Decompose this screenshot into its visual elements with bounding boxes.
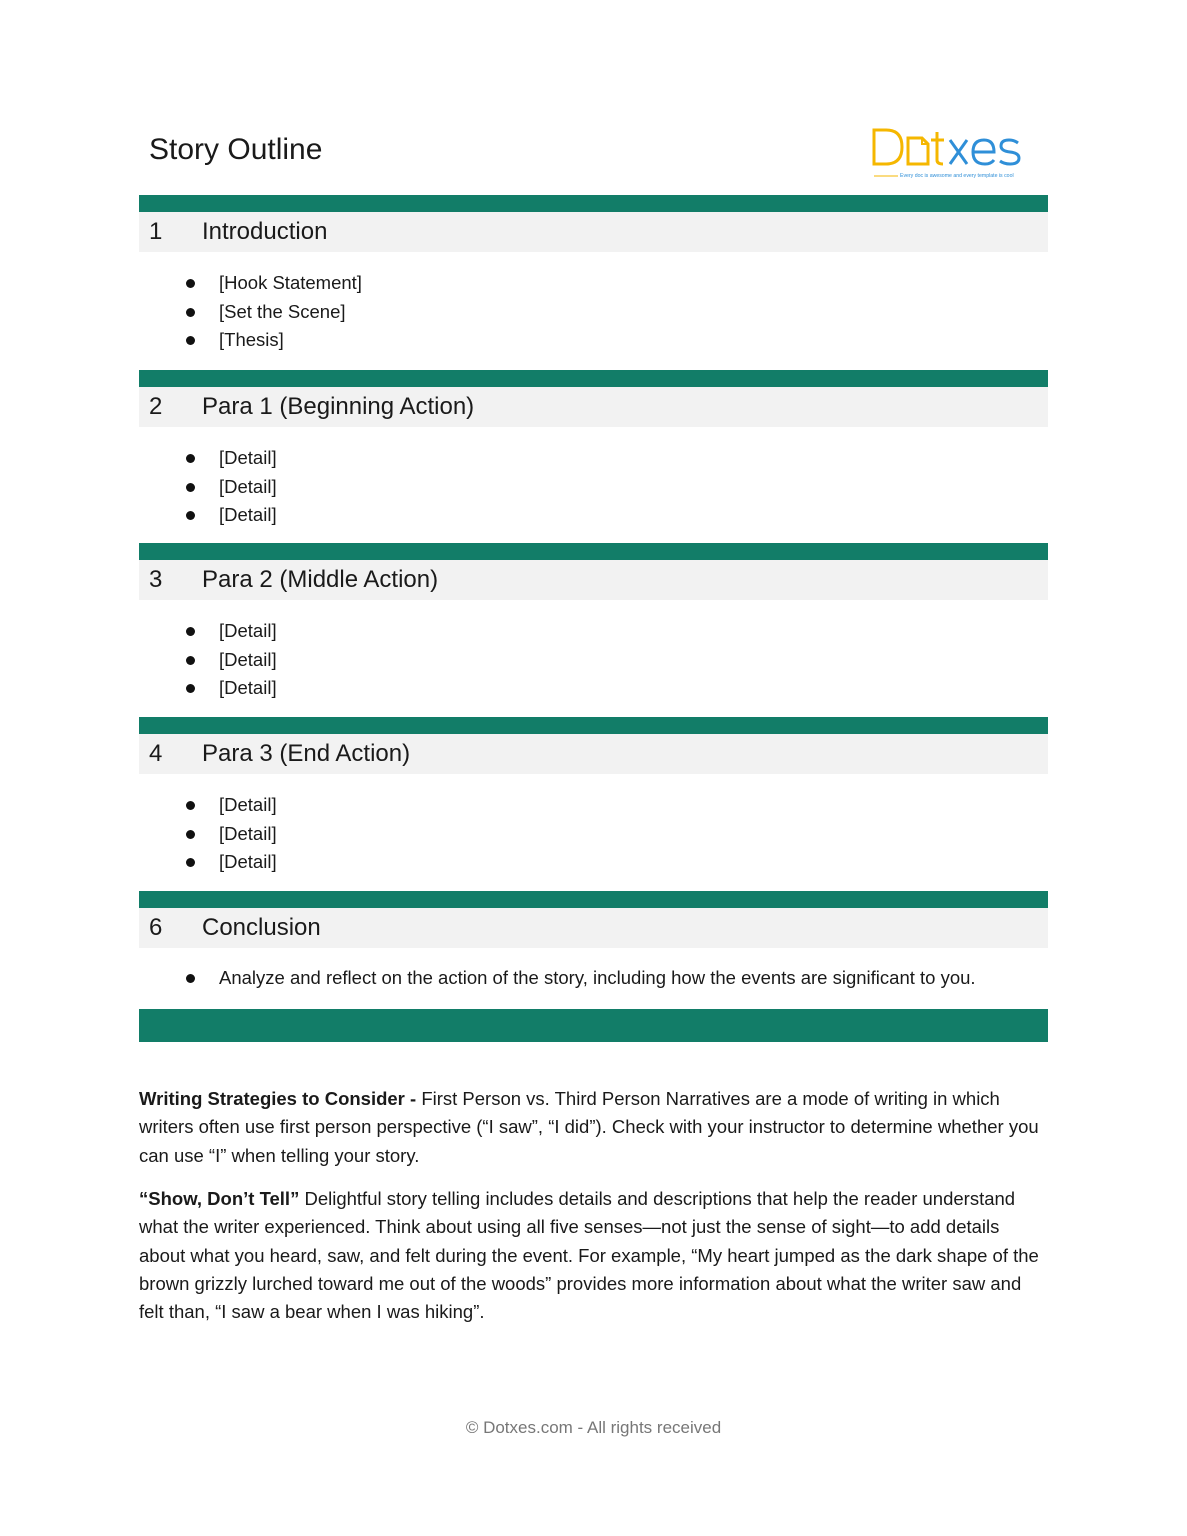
list-item-text: [Detail]: [219, 822, 277, 844]
list-item-text: [Detail]: [219, 504, 277, 525]
list-item: [139, 674, 1048, 703]
section-number: 2: [149, 393, 163, 420]
show-dont-tell-heading: “Show, Don’t Tell”: [139, 1188, 300, 1209]
section-number: 1: [149, 218, 163, 245]
dotxes-logo: [870, 124, 1040, 184]
show-dont-tell-text: Delightful story telling includes details and descriptions that help the reader understand what the writer experienced. Think about using all five senses—not just the sense of sight—to add details about what you heard, saw, and felt during the event. For example, “My heart jumped as the dark shape of the brown grizzly lurched toward me out of the woods” provides more information about what the writer saw and felt than, “I saw a bear when I was hiking”.: [139, 1188, 1039, 1323]
section-bar: [139, 543, 1048, 560]
strategies-heading: Writing Strategies to Consider -: [139, 1088, 417, 1109]
list-item-text: [Detail]: [219, 677, 277, 698]
section-bar: [139, 717, 1048, 734]
page-title: Story Outline: [149, 133, 323, 166]
page-footer: © Dotxes.com - All rights received: [465, 1418, 722, 1437]
list-item: [139, 791, 1048, 820]
bullet-icon: [186, 336, 195, 345]
section-items: [139, 964, 1048, 993]
section-introduction: [139, 195, 1048, 355]
list-item: [139, 617, 1048, 646]
bottom-bar: [139, 1009, 1048, 1042]
list-item-text: [Detail]: [219, 447, 277, 468]
bullet-icon: [186, 511, 195, 520]
section-number: 3: [149, 566, 163, 593]
section-number: 4: [149, 740, 163, 767]
list-item: [139, 501, 1048, 530]
bullet-icon: [186, 308, 195, 317]
section-heading: [139, 560, 1048, 600]
section-bar: [139, 195, 1048, 212]
list-item: [139, 964, 1048, 993]
bullet-icon: [186, 627, 195, 636]
bullet-icon: [186, 454, 195, 463]
strategies-text: First Person vs. Third Person Narratives are a mode of writing in which writers often use first person perspective (“I saw”, “I did”). Check with your instructor to determine whether you can use “I” when telling your story.: [139, 1088, 1039, 1166]
list-item-text: [Hook Statement]: [219, 272, 362, 293]
list-item-text: [Set the Scene]: [219, 300, 346, 322]
section-bar: [139, 370, 1048, 387]
section-heading: [139, 387, 1048, 427]
list-item-text: [Detail]: [219, 475, 277, 497]
bullet-icon: [186, 279, 195, 288]
bullet-icon: [186, 801, 195, 810]
section-number: 6: [149, 914, 163, 941]
section-title: Para 3 (End Action): [202, 740, 411, 767]
writing-strategies-paragraph: [139, 1085, 1039, 1170]
section-items: [139, 617, 1048, 703]
bullet-icon: [186, 974, 195, 983]
list-item: [139, 269, 1048, 298]
section-para-2: [139, 543, 1048, 703]
section-items: [139, 444, 1048, 530]
section-para-1: [139, 370, 1048, 530]
logo-tagline: Every doc is awesome and every template is cool: [900, 173, 1014, 179]
section-title: Para 1 (Beginning Action): [202, 393, 475, 420]
section-heading: [139, 908, 1048, 948]
section-heading: [139, 212, 1048, 252]
list-item-text: [Detail]: [219, 648, 277, 670]
section-items: [139, 269, 1048, 355]
bullet-icon: [186, 656, 195, 665]
list-item-text: [Detail]: [219, 794, 277, 815]
section-bar: [139, 891, 1048, 908]
list-item: [139, 820, 1048, 849]
bullet-icon: [186, 483, 195, 492]
section-title: Introduction: [202, 218, 328, 245]
list-item-text: [Thesis]: [219, 329, 284, 350]
list-item: [139, 326, 1048, 355]
section-conclusion: [139, 891, 1048, 993]
list-item-text: [Detail]: [219, 620, 277, 641]
section-items: [139, 791, 1048, 877]
bullet-icon: [186, 830, 195, 839]
bullet-icon: [186, 858, 195, 867]
list-item-text: Analyze and reflect on the action of the story, including how the events are significant to you.: [219, 967, 976, 988]
section-title: Conclusion: [202, 914, 321, 941]
list-item-text: [Detail]: [219, 851, 277, 872]
list-item: [139, 298, 1048, 327]
section-para-3: [139, 717, 1048, 877]
list-item: [139, 473, 1048, 502]
list-item: [139, 646, 1048, 675]
bullet-icon: [186, 684, 195, 693]
list-item: [139, 848, 1048, 877]
section-title: Para 2 (Middle Action): [202, 566, 439, 593]
list-item: [139, 444, 1048, 473]
show-dont-tell-paragraph: [139, 1185, 1039, 1326]
section-heading: [139, 734, 1048, 774]
